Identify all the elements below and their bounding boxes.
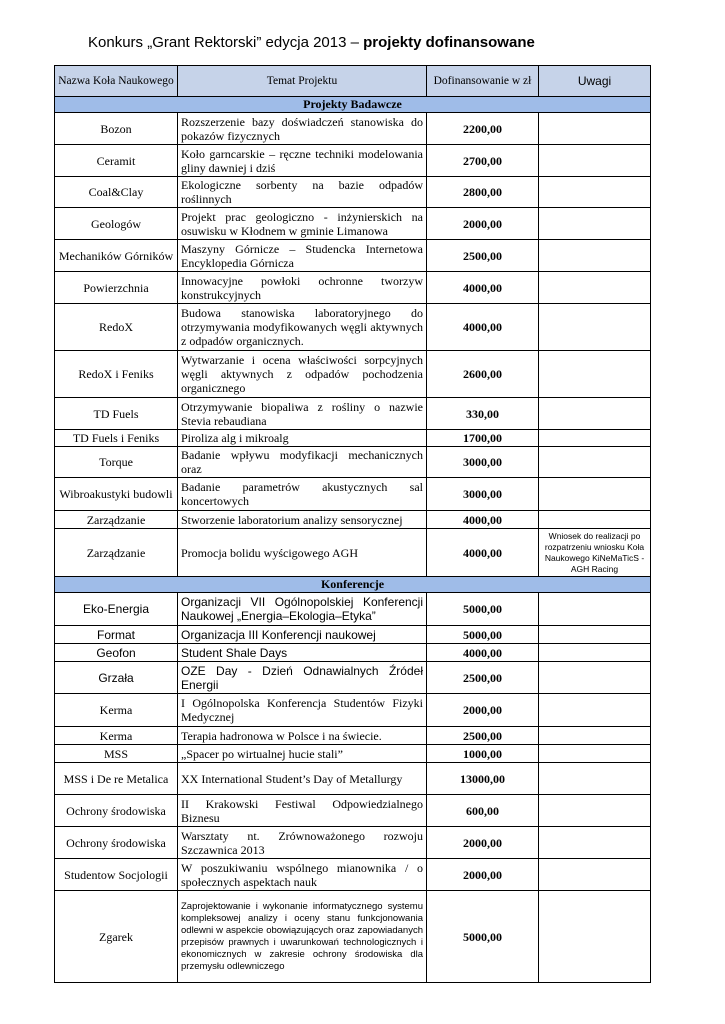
cell-uwagi: [539, 240, 651, 272]
cell-kolo: Kerma: [55, 727, 178, 745]
cell-uwagi: [539, 113, 651, 145]
header-uwagi: Uwagi: [539, 66, 651, 97]
cell-uwagi: [539, 662, 651, 694]
header-temat: Temat Projektu: [178, 66, 427, 97]
table-row: [55, 511, 651, 529]
table-row: [55, 593, 651, 626]
cell-kolo: TD Fuels: [55, 398, 178, 430]
table-row: [55, 398, 651, 430]
cell-temat: Warsztaty nt. Zrównoważonego rozwoju Szczawnica 2013: [178, 827, 427, 859]
cell-kwota: 4000,00: [427, 529, 539, 577]
cell-kolo: Kerma: [55, 694, 178, 727]
header-row: [55, 66, 651, 97]
cell-temat: I Ogólnopolska Konferencja Studentów Fizyki Medycznej: [178, 694, 427, 727]
grant-table: [54, 65, 651, 983]
cell-kolo: Ochrony środowiska: [55, 795, 178, 827]
cell-kwota: 2200,00: [427, 113, 539, 145]
cell-kolo: Ceramit: [55, 145, 178, 177]
table-row: [55, 795, 651, 827]
cell-kolo: Torque: [55, 447, 178, 478]
cell-uwagi: [539, 272, 651, 304]
cell-kwota: 2600,00: [427, 351, 539, 398]
table-row: [55, 113, 651, 145]
cell-kwota: 2700,00: [427, 145, 539, 177]
cell-kwota: 2800,00: [427, 177, 539, 208]
cell-kolo: Coal&Clay: [55, 177, 178, 208]
cell-kwota: 3000,00: [427, 447, 539, 478]
table-row: [55, 763, 651, 795]
cell-uwagi: [539, 447, 651, 478]
cell-temat: Student Shale Days: [178, 644, 427, 662]
cell-uwagi: Wniosek do realizacji po rozpatrzeniu wniosku Koła Naukowego KiNeMaTicS - AGH Racing: [539, 529, 651, 577]
table-row: [55, 351, 651, 398]
cell-kwota: 2000,00: [427, 827, 539, 859]
cell-kwota: 2000,00: [427, 694, 539, 727]
cell-kwota: 4000,00: [427, 644, 539, 662]
cell-uwagi: [539, 727, 651, 745]
cell-uwagi: [539, 208, 651, 240]
cell-kwota: 2500,00: [427, 240, 539, 272]
cell-uwagi: [539, 398, 651, 430]
table-row: [55, 644, 651, 662]
table-row: [55, 145, 651, 177]
cell-temat: Organizacja III Konferencji naukowej: [178, 626, 427, 644]
cell-uwagi: [539, 177, 651, 208]
table-row: [55, 859, 651, 891]
cell-temat: Zaprojektowanie i wykonanie informatycznego systemu kompleksowej analizy i oceny stanu funkcjonowania odlewni w aspekcie obowiązujących oraz zapowiadanych przepisów prawnych i uwarunkowań technologicznych i ekonomicznych w zakresie ochrony środowiska dla przemysłu odlewniczego: [178, 891, 427, 983]
cell-kolo: Geofon: [55, 644, 178, 662]
cell-kolo: Geologów: [55, 208, 178, 240]
cell-uwagi: [539, 145, 651, 177]
cell-kwota: 4000,00: [427, 511, 539, 529]
cell-temat: Otrzymywanie biopaliwa z rośliny o nazwie Stevia rebaudiana: [178, 398, 427, 430]
cell-kolo: RedoX i Feniks: [55, 351, 178, 398]
table-body: [55, 97, 651, 983]
table-row: [55, 478, 651, 511]
cell-temat: Stworzenie laboratorium analizy sensorycznej: [178, 511, 427, 529]
cell-uwagi: [539, 511, 651, 529]
cell-kolo: Eko-Energia: [55, 593, 178, 626]
table-row: [55, 430, 651, 447]
cell-kolo: MSS: [55, 745, 178, 763]
cell-temat: Maszyny Górnicze – Studencka Internetowa Encyklopedia Górnicza: [178, 240, 427, 272]
cell-uwagi: [539, 430, 651, 447]
page-title-prefix: Konkurs „Grant Rektorski” edycja 2013 –: [88, 34, 364, 51]
cell-kwota: 3000,00: [427, 478, 539, 511]
cell-uwagi: [539, 626, 651, 644]
cell-temat: Koło garncarskie – ręczne techniki modelowania gliny dawniej i dziś: [178, 145, 427, 177]
page-title-bold: projekty dofinansowane: [363, 34, 535, 51]
table-row: [55, 529, 651, 577]
header-kwota: Dofinansowanie w zł: [427, 66, 539, 97]
table-row: [55, 447, 651, 478]
cell-uwagi: [539, 763, 651, 795]
cell-uwagi: [539, 859, 651, 891]
cell-kolo: Powierzchnia: [55, 272, 178, 304]
cell-kwota: 330,00: [427, 398, 539, 430]
cell-kolo: Mechaników Górników: [55, 240, 178, 272]
cell-kolo: Format: [55, 626, 178, 644]
cell-kwota: 4000,00: [427, 304, 539, 351]
cell-kolo: TD Fuels i Feniks: [55, 430, 178, 447]
cell-kwota: 5000,00: [427, 593, 539, 626]
cell-uwagi: [539, 827, 651, 859]
cell-uwagi: [539, 593, 651, 626]
cell-uwagi: [539, 795, 651, 827]
table-row: [55, 662, 651, 694]
cell-kolo: Zarządzanie: [55, 511, 178, 529]
cell-kwota: 2000,00: [427, 859, 539, 891]
cell-kolo: Zarządzanie: [55, 529, 178, 577]
table-row: [55, 727, 651, 745]
cell-uwagi: [539, 478, 651, 511]
cell-kolo: RedoX: [55, 304, 178, 351]
cell-kwota: 600,00: [427, 795, 539, 827]
cell-kwota: 5000,00: [427, 891, 539, 983]
cell-temat: „Spacer po wirtualnej hucie stali”: [178, 745, 427, 763]
cell-temat: XX International Student’s Day of Metallurgy: [178, 763, 427, 795]
cell-kwota: 1000,00: [427, 745, 539, 763]
cell-temat: Organizacji VII Ogólnopolskiej Konferencji Naukowej „Energia–Ekologia–Etyka”: [178, 593, 427, 626]
cell-temat: Ekologiczne sorbenty na bazie odpadów roślinnych: [178, 177, 427, 208]
cell-kolo: Grzała: [55, 662, 178, 694]
table-row: [55, 694, 651, 727]
cell-temat: Projekt prac geologiczno - inżynierskich na osuwisku w Kłodnem w gminie Limanowa: [178, 208, 427, 240]
table-row: [55, 240, 651, 272]
cell-uwagi: [539, 694, 651, 727]
cell-kwota: 2500,00: [427, 662, 539, 694]
cell-kolo: Ochrony środowiska: [55, 827, 178, 859]
cell-kwota: 4000,00: [427, 272, 539, 304]
cell-temat: Wytwarzanie i ocena właściwości sorpcyjnych węgli aktywnych z odpadów pochodzenia organicznego: [178, 351, 427, 398]
table-row: [55, 272, 651, 304]
page-title: [88, 34, 535, 51]
cell-uwagi: [539, 644, 651, 662]
cell-temat: W poszukiwaniu wspólnego mianownika / o społecznych aspektach nauk: [178, 859, 427, 891]
header-kolo: Nazwa Koła Naukowego: [55, 66, 178, 97]
cell-temat: OZE Day - Dzień Odnawialnych Źródeł Energii: [178, 662, 427, 694]
section-label: Konferencje: [55, 577, 651, 593]
cell-kwota: 13000,00: [427, 763, 539, 795]
table-row: [55, 304, 651, 351]
cell-temat: Promocja bolidu wyścigowego AGH: [178, 529, 427, 577]
cell-kolo: Bozon: [55, 113, 178, 145]
cell-kwota: 2500,00: [427, 727, 539, 745]
section-label: Projekty Badawcze: [55, 97, 651, 113]
cell-temat: Budowa stanowiska laboratoryjnego do otrzymywania modyfikowanych węgli aktywnych z odpadów organicznych.: [178, 304, 427, 351]
cell-kolo: Studentow Socjologii: [55, 859, 178, 891]
cell-temat: Terapia hadronowa w Polsce i na świecie.: [178, 727, 427, 745]
table-row: [55, 745, 651, 763]
cell-kwota: 5000,00: [427, 626, 539, 644]
cell-temat: Badanie parametrów akustycznych sal koncertowych: [178, 478, 427, 511]
cell-temat: Piroliza alg i mikroalg: [178, 430, 427, 447]
cell-kolo: Wibroakustyki budowli: [55, 478, 178, 511]
cell-uwagi: [539, 891, 651, 983]
cell-kwota: 1700,00: [427, 430, 539, 447]
table-row: [55, 891, 651, 983]
cell-uwagi: [539, 351, 651, 398]
table-row: [55, 626, 651, 644]
cell-uwagi: [539, 304, 651, 351]
table-row: [55, 208, 651, 240]
cell-kolo: MSS i De re Metalica: [55, 763, 178, 795]
section-row: [55, 577, 651, 593]
cell-uwagi: [539, 745, 651, 763]
cell-kolo: Zgarek: [55, 891, 178, 983]
table-row: [55, 177, 651, 208]
table-row: [55, 827, 651, 859]
cell-temat: Badanie wpływu modyfikacji mechanicznych oraz: [178, 447, 427, 478]
cell-temat: Rozszerzenie bazy doświadczeń stanowiska do pokazów fizycznych: [178, 113, 427, 145]
cell-kwota: 2000,00: [427, 208, 539, 240]
cell-temat: II Krakowski Festiwal Odpowiedzialnego Biznesu: [178, 795, 427, 827]
cell-temat: Innowacyjne powłoki ochronne tworzyw konstrukcyjnych: [178, 272, 427, 304]
section-row: [55, 97, 651, 113]
